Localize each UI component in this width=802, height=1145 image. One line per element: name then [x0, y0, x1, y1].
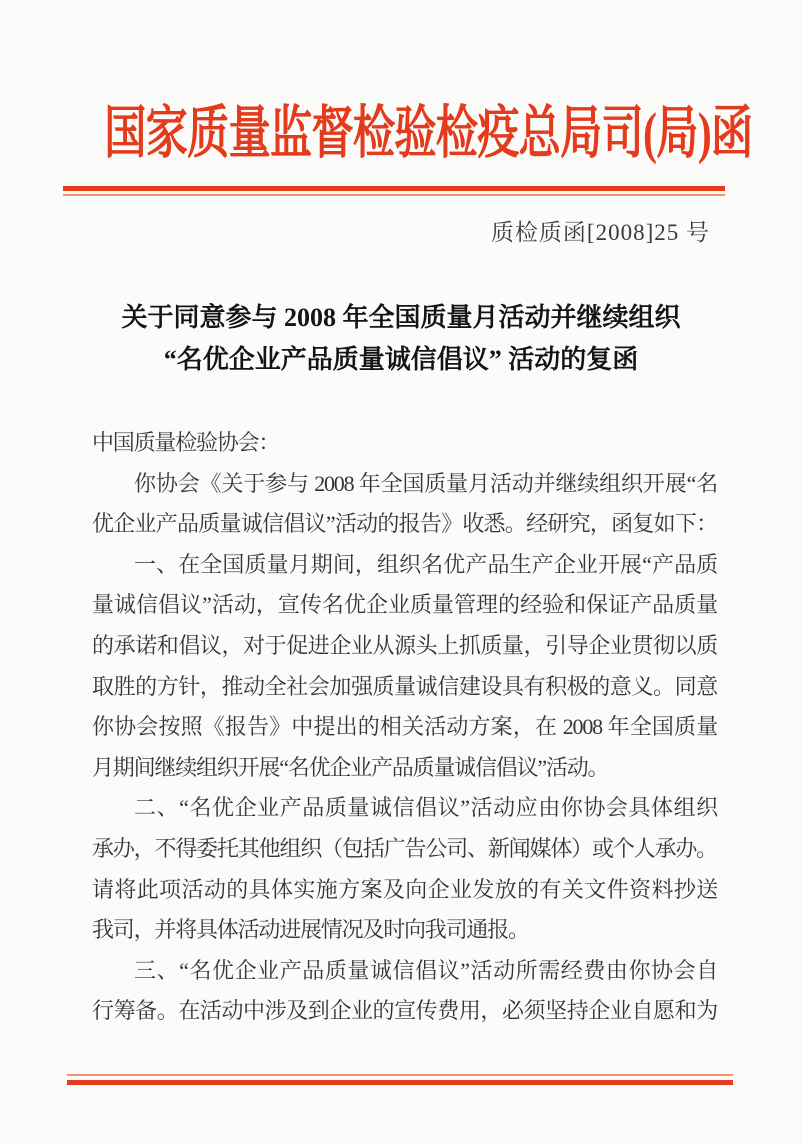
body-line: 优企业产品质量诚信倡议”活动的报告》收悉。经研究，函复如下： [92, 511, 717, 537]
body-line: 一、在全国质量月期间，组织名优产品生产企业开展“产品质 [134, 551, 717, 577]
body-line: 你协会《关于参与 2008 年全国质量月活动并继续组织开展“名 [134, 470, 717, 496]
body-line: 二、“名优企业产品质量诚信倡议”活动应由你协会具体组织 [134, 795, 717, 821]
document-title [0, 297, 802, 381]
body-line: 请将此项活动的具体实施方案及向企业发放的有关文件资料抄送 [92, 876, 717, 902]
body-line: 承办，不得委托其他组织（包括广告公司、新闻媒体）或个人承办。 [92, 835, 717, 861]
body-line: 你协会按照《报告》中提出的相关活动方案，在 2008 年全国质量 [92, 714, 717, 740]
body-line: 的承诺和倡议，对于促进企业从源头上抓质量，引导企业贯彻以质 [92, 632, 717, 658]
header-divider-thin-line [63, 194, 725, 196]
body-line: 取胜的方针，推动全社会加强质量诚信建设具有积极的意义。同意 [92, 673, 717, 699]
document-number: 质检质函[2008]25 号 [490, 220, 710, 245]
body-line-salutation: 中国质量检验协会： [92, 430, 280, 455]
header-divider-thick-line [63, 186, 725, 191]
body-line: 行筹备。在活动中涉及到企业的宣传费用，必须坚持企业自愿和为 [92, 998, 717, 1024]
body-line: 量诚信倡议”活动，宣传名优企业质量管理的经验和保证产品质量 [92, 592, 717, 618]
document-body [92, 423, 717, 1032]
body-line: 我司，并将具体活动进展情况及时向我司通报。 [92, 917, 529, 943]
header-divider [63, 186, 725, 196]
document-title-line-2: “名优企业产品质量诚信倡议” 活动的复函 [163, 345, 639, 374]
body-line: 月期间继续组织开展“名优企业产品质量诚信倡议”活动。 [92, 754, 609, 780]
body-line: 三、“名优企业产品质量诚信倡议”活动所需经费由你协会自 [134, 957, 717, 983]
masthead-title: 国家质量监督检验检疫总局司(局)函 [104, 102, 753, 165]
footer-divider-thick-line [67, 1080, 733, 1085]
footer-divider-thin-line [67, 1074, 733, 1076]
footer-divider [67, 1074, 733, 1085]
document-title-line-1: 关于同意参与 2008 年全国质量月活动并继续组织 [121, 303, 681, 332]
